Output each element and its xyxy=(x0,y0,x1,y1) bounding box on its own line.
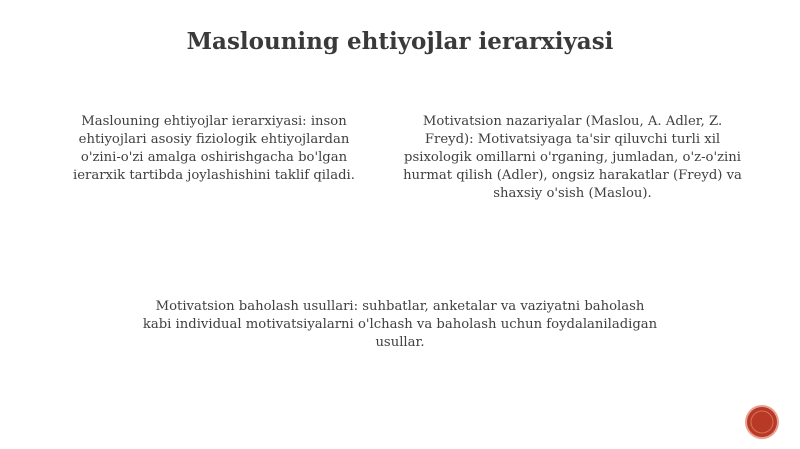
bottom-text-block: Motivatsion baholash usullari: suhbatlar, anketalar va vaziyatni baholash kabi individual motivatsiyalarni o'lchash va baholash uchun foydalaniladigan usullar. xyxy=(142,299,658,350)
circle-navigation-icon xyxy=(747,407,777,437)
right-text-block: Motivatsion nazariyalar (Maslou, A. Adler, Z. Freyd): Motivatsiyaga ta'sir qiluvchi turli xil psixologik omillarni o'rganing, jumladan, o'z-o'zini hurmat qilish (Adler), ongsiz harakatlar (Freyd) va shaxsiy o'sish (Maslou). xyxy=(403,114,742,201)
next-slide-button[interactable] xyxy=(747,407,777,437)
left-text-block: Maslouning ehtiyojlar ierarxiyasi: inson ehtiyojlari asosiy fiziologik ehtiyojlardan o'zini-o'zi amalga oshirishgacha bo'lgan ierarxik tartibda joylashishini taklif qiladi. xyxy=(73,114,355,183)
slide-title: Maslouning ehtiyojlar ierarxiyasi xyxy=(186,28,614,55)
